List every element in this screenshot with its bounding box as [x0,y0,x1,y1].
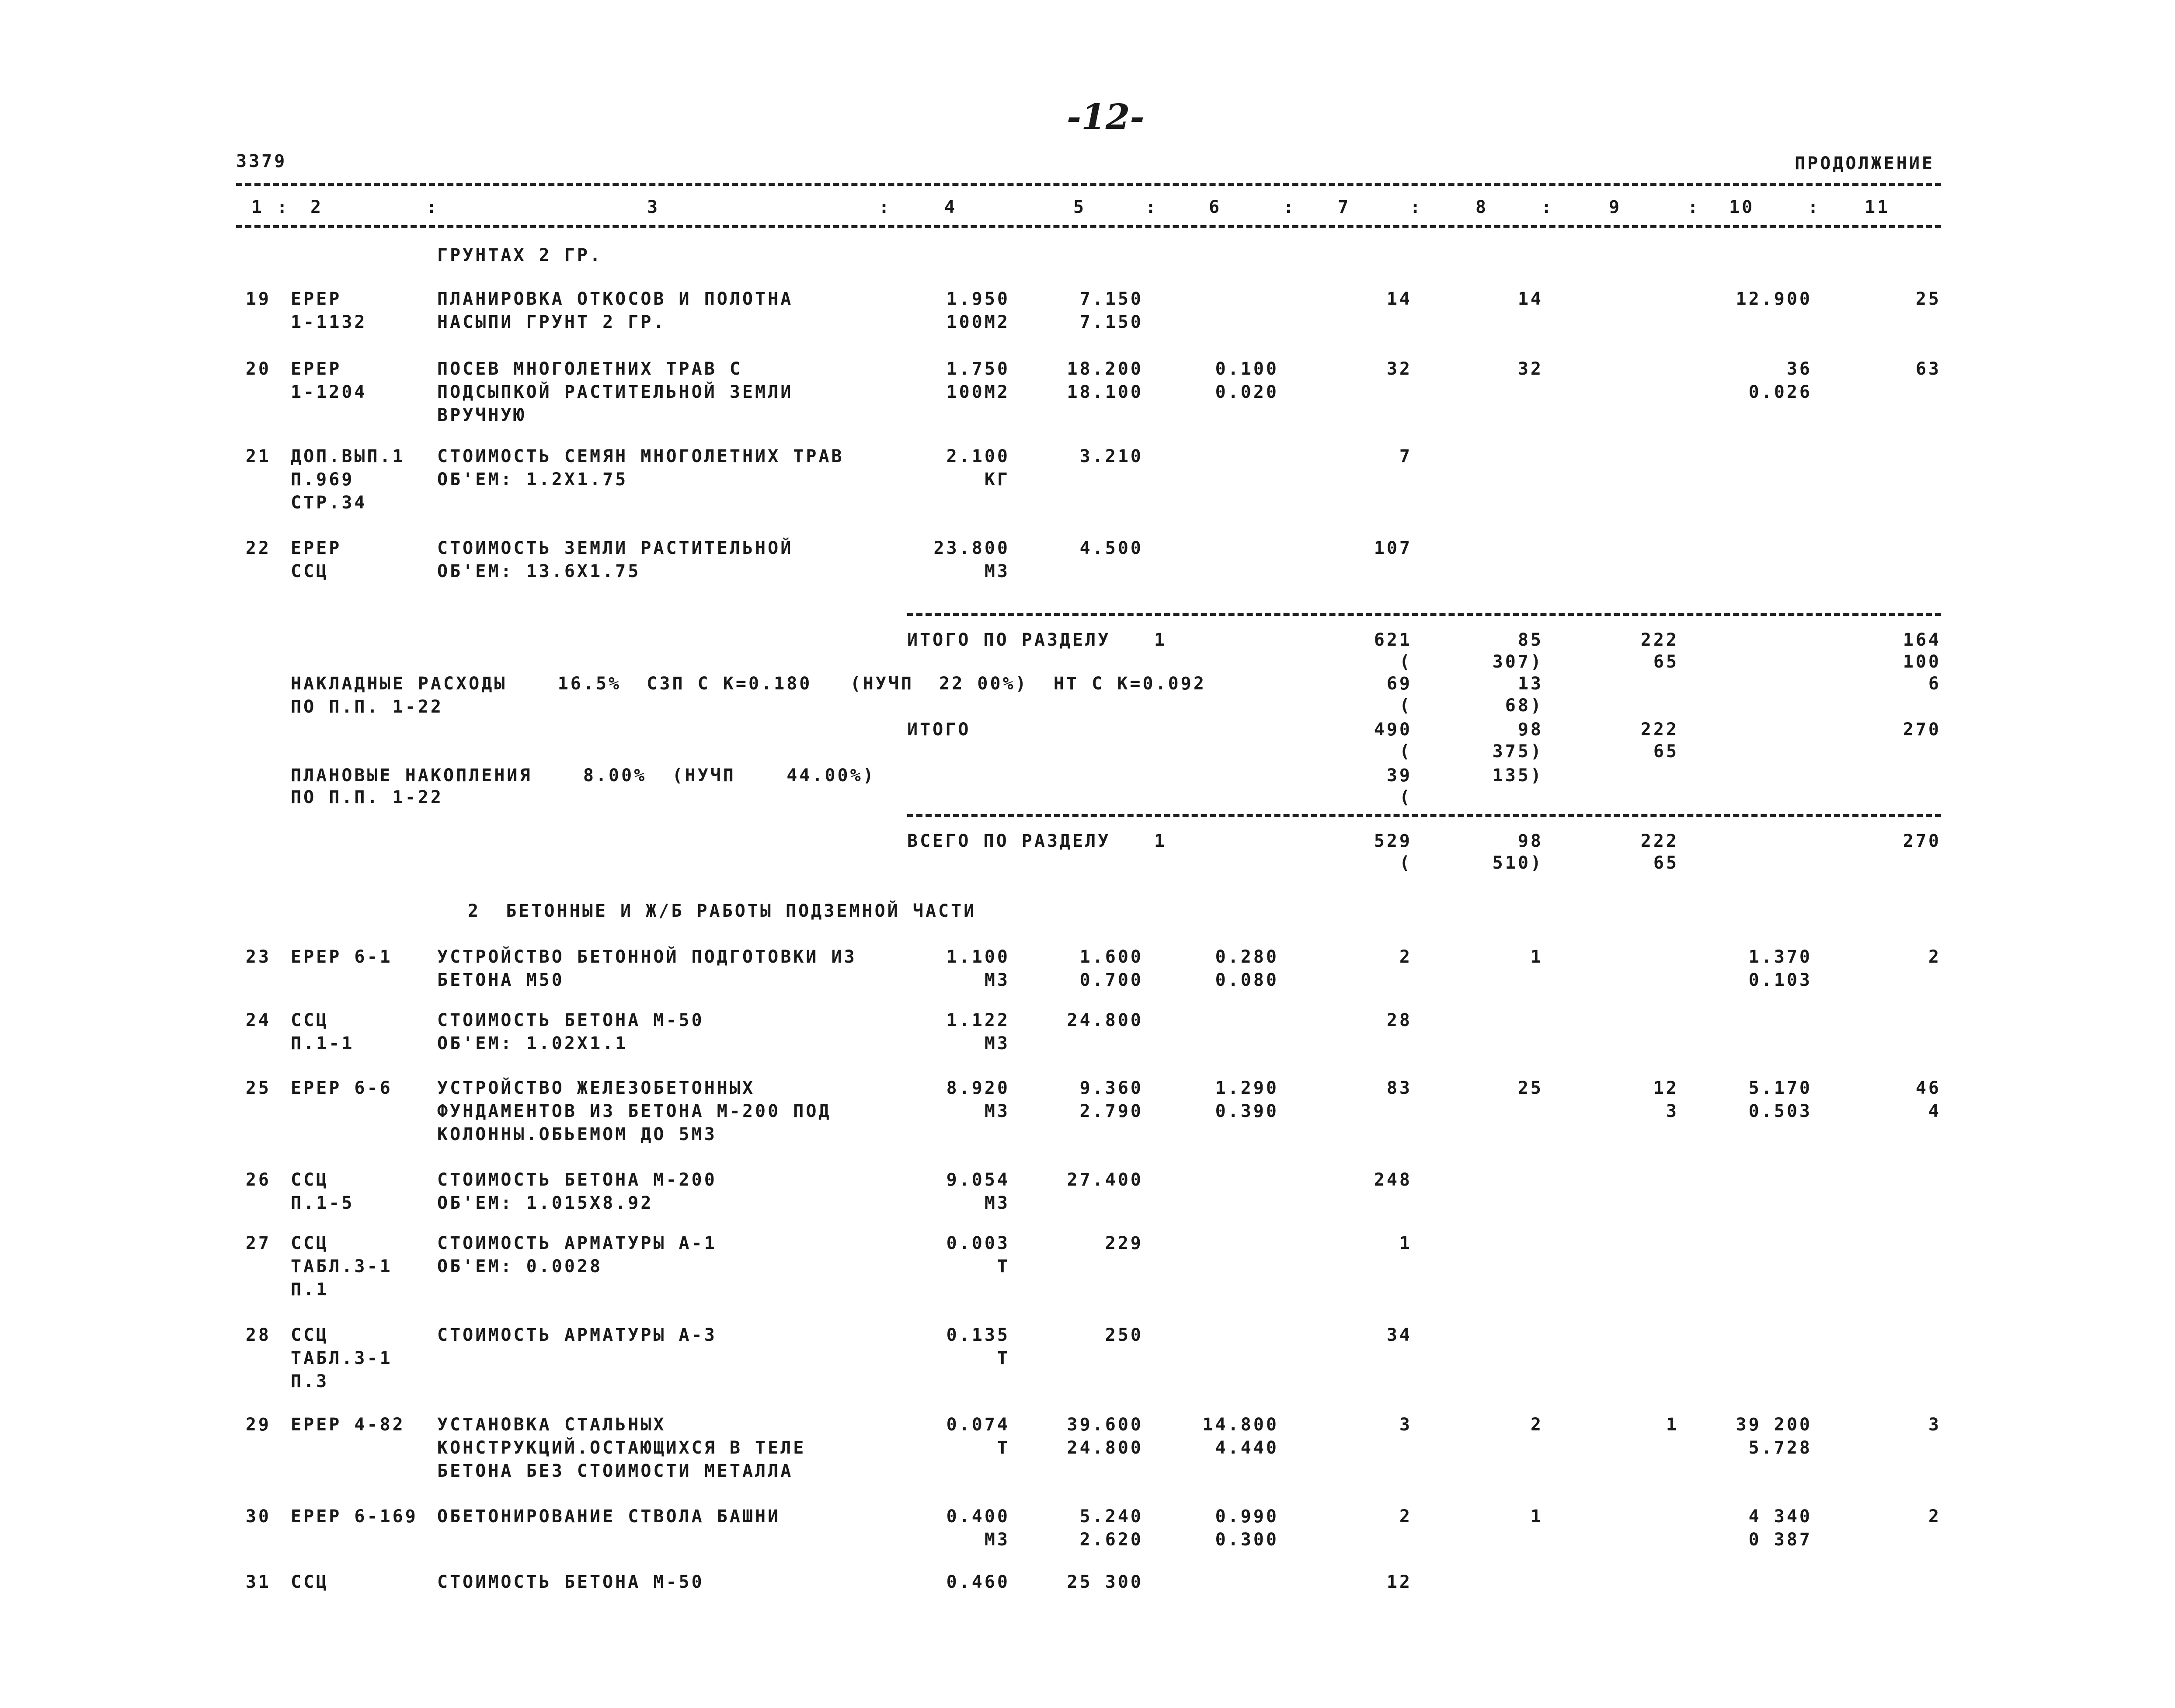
row-c4: 8.920 [946,1078,1010,1098]
row-c4: КГ [984,470,1010,490]
row-number: 21 [245,446,271,466]
row-code: ССЦ [291,561,329,581]
row-c5: 9.360 [1079,1078,1143,1098]
row-code: ССЦ [291,1010,329,1030]
row-c5: 2.620 [1079,1530,1143,1550]
row-number: 27 [245,1233,271,1253]
row-description: ПОДСЫПКОЙ РАСТИТЕЛЬНОЙ ЗЕМЛИ [437,382,793,402]
row-c10: 5.170 [1748,1078,1812,1098]
row-c6: 1.290 [1215,1078,1279,1098]
row-c6: 0.280 [1215,947,1279,967]
row-c10: 4 340 [1748,1506,1812,1527]
row-description: ОБ'ЕМ: 1.2X1.75 [437,470,628,490]
row-c7: 28 [1386,1010,1412,1030]
summary-c7: 529 [1374,831,1412,851]
column-number: 8 [1476,197,1489,217]
row-c8: 2 [1530,1415,1543,1435]
row-c11: 4 [1928,1101,1941,1121]
summary-c9: 65 [1653,853,1679,873]
row-c11: 25 [1915,289,1941,309]
row-c5: 7.150 [1079,289,1143,309]
row-c4: Т [997,1348,1010,1368]
column-number: 3 [647,197,660,217]
column-number: 9 [1609,197,1622,217]
row-code: П.1 [291,1280,329,1300]
summary-top-rule [907,613,1941,616]
row-description: СТОИМОСТЬ АРМАТУРЫ А-1 [437,1233,717,1253]
row-description: КОНСТРУКЦИЙ.ОСТАЮЩИХСЯ В ТЕЛЕ [437,1438,806,1458]
row-code: 1-1132 [291,312,367,332]
row-number: 23 [245,947,271,967]
row-c9: 12 [1653,1078,1679,1098]
row-c4: 23.800 [933,538,1010,558]
row-number: 24 [245,1010,271,1030]
row-c6: 0.390 [1215,1101,1279,1121]
summary-c8: 98 [1517,720,1543,740]
row-code: ССЦ [291,1233,329,1253]
row-c5: 229 [1105,1233,1143,1253]
summary-c7: ( [1399,652,1412,672]
row-c11: 2 [1928,1506,1941,1527]
grand-total-section-number: 1 [1154,831,1167,851]
row-code: П.3 [291,1371,329,1391]
row-c5: 24.800 [1067,1010,1143,1030]
row-c7: 83 [1386,1078,1412,1098]
section-title: 2 БЕТОННЫЕ И Ж/Б РАБОТЫ ПОДЗЕМНОЙ ЧАСТИ [468,901,977,921]
summary-c8: 510) [1492,853,1543,873]
row-c6: 0.300 [1215,1530,1279,1550]
row-c6: 0.020 [1215,382,1279,402]
row-c5: 24.800 [1067,1438,1143,1458]
column-number: : [1541,197,1554,217]
row-number: 19 [245,289,271,309]
row-code: ССЦ [291,1325,329,1345]
column-number: 6 [1209,197,1222,217]
overhead-costs-line: НАКЛАДНЫЕ РАСХОДЫ 16.5% СЗП С К=0.180 (НУЧП 22 00%) НТ С К=0.092 [291,674,1206,694]
summary-c7: ( [1399,741,1412,762]
row-c10: 5.728 [1748,1438,1812,1458]
row-c4: 0.460 [946,1572,1010,1592]
summary-c11: 270 [1903,831,1941,851]
row-c8: 32 [1517,359,1543,379]
row-c4: 2.100 [946,446,1010,466]
row-c5: 250 [1105,1325,1143,1345]
row-c4: М3 [984,1530,1010,1550]
row-c4: 1.750 [946,359,1010,379]
row-c7: 2 [1399,1506,1412,1527]
column-number: : [1283,197,1296,217]
column-number: 11 [1865,197,1890,217]
row-description: СТОИМОСТЬ БЕТОНА М-50 [437,1572,704,1592]
row-c6: 4.440 [1215,1438,1279,1458]
summary-c7: ( [1399,787,1412,807]
row-number: 28 [245,1325,271,1345]
row-c9: 3 [1666,1101,1679,1121]
row-description: НАСЫПИ ГРУНТ 2 ГР. [437,312,666,332]
row-code: СТР.34 [291,493,367,513]
row-c10: 0.503 [1748,1101,1812,1121]
row-code: ЕРЕР 6-169 [291,1506,418,1527]
row-code: ЕРЕР [291,538,342,558]
row-description: ОБ'ЕМ: 1.015X8.92 [437,1193,654,1213]
row-code: ЕРЕР 6-1 [291,947,393,967]
row-number: 20 [245,359,271,379]
column-number: 5 [1073,197,1086,217]
row-c4: 100М2 [946,382,1010,402]
row-c8: 25 [1517,1078,1543,1098]
row-c11: 2 [1928,947,1941,967]
summary-c11: 270 [1903,720,1941,740]
column-number: 2 [310,197,324,217]
row-c4: 1.122 [946,1010,1010,1030]
row-c5: 18.200 [1067,359,1143,379]
row-c11: 3 [1928,1415,1941,1435]
row-c4: 0.074 [946,1415,1010,1435]
row-description: ПОСЕВ МНОГОЛЕТНИХ ТРАВ С [437,359,742,379]
summary-c9: 65 [1653,741,1679,762]
row-c11: 46 [1915,1078,1941,1098]
row-c8: 14 [1517,289,1543,309]
row-c4: 100М2 [946,312,1010,332]
row-number: 29 [245,1415,271,1435]
row-c10: 0.026 [1748,382,1812,402]
row-number: 22 [245,538,271,558]
summary-c9: 222 [1640,831,1679,851]
grand-total-label: ВСЕГО ПО РАЗДЕЛУ [907,831,1111,851]
row-description: БЕТОНА М50 [437,970,564,990]
row-description: ОБ'ЕМ: 1.02X1.1 [437,1033,628,1054]
row-c7: 2 [1399,947,1412,967]
row-code: ЕРЕР 4-82 [291,1415,405,1435]
document-code: 3379 [236,151,287,171]
summary-bottom-rule [907,814,1941,817]
row-c4: Т [997,1438,1010,1458]
summary-c8: 135) [1492,765,1543,786]
row-c4: М3 [984,1033,1010,1054]
row-number: 30 [245,1506,271,1527]
row-description: СТОИМОСТЬ БЕТОНА М-50 [437,1010,704,1030]
column-number: : [879,197,892,217]
column-number: : [1410,197,1423,217]
row-number: 31 [245,1572,271,1592]
summary-c8: 85 [1517,630,1543,650]
row-c7: 7 [1399,446,1412,466]
row-code: ЕРЕР [291,289,342,309]
column-number: : [426,197,439,217]
row-description: БЕТОНА БЕЗ СТОИМОСТИ МЕТАЛЛА [437,1461,793,1481]
row-c7: 34 [1386,1325,1412,1345]
row-c5: 7.150 [1079,312,1143,332]
summary-c8: 375) [1492,741,1543,762]
row-c7: 107 [1374,538,1412,558]
summary-c8: 68) [1505,696,1543,716]
intro-line: ГРУНТАХ 2 ГР. [437,245,603,265]
column-number: 7 [1338,197,1351,217]
row-number: 26 [245,1170,271,1190]
row-c10: 1.370 [1748,947,1812,967]
column-number: : [1145,197,1159,217]
row-c10: 12.900 [1736,289,1812,309]
row-c8: 1 [1530,1506,1543,1527]
row-c4: 1.100 [946,947,1010,967]
row-c4: 9.054 [946,1170,1010,1190]
row-code: П.1-5 [291,1193,355,1213]
row-c5: 0.700 [1079,970,1143,990]
row-c5: 1.600 [1079,947,1143,967]
row-c11: 63 [1915,359,1941,379]
summary-c11: 6 [1928,674,1941,694]
summary-c7: 621 [1374,630,1412,650]
column-number: 4 [944,197,957,217]
summary-c11: 100 [1903,652,1941,672]
row-description: СТОИМОСТЬ АРМАТУРЫ А-3 [437,1325,717,1345]
page-number: -12- [1067,96,1145,137]
row-c4: М3 [984,1101,1010,1121]
row-description: УСТРОЙСТВО ЖЕЛЕЗОБЕТОННЫХ [437,1078,755,1098]
row-c7: 1 [1399,1233,1412,1253]
row-description: СТОИМОСТЬ СЕМЯН МНОГОЛЕТНИХ ТРАВ [437,446,844,466]
row-c10: 0 387 [1748,1530,1812,1550]
row-description: УСТАНОВКА СТАЛЬНЫХ [437,1415,666,1435]
row-c7: 32 [1386,359,1412,379]
row-code: ЕРЕР 6-6 [291,1078,393,1098]
row-code: ДОП.ВЫП.1 [291,446,405,466]
summary-c7: ( [1399,696,1412,716]
row-description: УСТРОЙСТВО БЕТОННОЙ ПОДГОТОВКИ ИЗ [437,947,857,967]
summary-c11: 164 [1903,630,1941,650]
total-label: ИТОГО [907,720,971,740]
row-description: ФУНДАМЕНТОВ ИЗ БЕТОНА М-200 ПОД [437,1101,832,1121]
summary-label: ИТОГО ПО РАЗДЕЛУ [907,630,1111,650]
summary-c8: 98 [1517,831,1543,851]
column-number: : [1688,197,1701,217]
row-c5: 25 300 [1067,1572,1143,1592]
row-c9: 1 [1666,1415,1679,1435]
row-code: 1-1204 [291,382,367,402]
summary-c7: 490 [1374,720,1412,740]
header-bottom-rule [236,225,1941,228]
row-c5: 39.600 [1067,1415,1143,1435]
row-c4: 0.135 [946,1325,1010,1345]
row-c4: М3 [984,561,1010,581]
row-c10: 36 [1786,359,1812,379]
row-number: 25 [245,1078,271,1098]
row-description: СТОИМОСТЬ ЗЕМЛИ РАСТИТЕЛЬНОЙ [437,538,793,558]
summary-c7: 39 [1386,765,1412,786]
summary-section-number: 1 [1154,630,1167,650]
row-c5: 27.400 [1067,1170,1143,1190]
row-code: ТАБЛ.3-1 [291,1256,393,1277]
row-description: ПЛАНИРОВКА ОТКОСОВ И ПОЛОТНА [437,289,793,309]
summary-c8: 13 [1517,674,1543,694]
row-c4: 0.400 [946,1506,1010,1527]
summary-c8: 307) [1492,652,1543,672]
row-c5: 4.500 [1079,538,1143,558]
row-c5: 5.240 [1079,1506,1143,1527]
row-description: ВРУЧНУЮ [437,405,526,425]
row-c5: 18.100 [1067,382,1143,402]
row-code: ЕРЕР [291,359,342,379]
row-description: СТОИМОСТЬ БЕТОНА М-200 [437,1170,717,1190]
row-c4: 0.003 [946,1233,1010,1253]
row-c10: 0.103 [1748,970,1812,990]
row-c4: М3 [984,970,1010,990]
row-code: ТАБЛ.3-1 [291,1348,393,1368]
planned-savings-ref: ПО П.П. 1-22 [291,787,443,807]
column-number: : [1808,197,1821,217]
row-description: ОБЕТОНИРОВАНИЕ СТВОЛА БАШНИ [437,1506,781,1527]
summary-c9: 65 [1653,652,1679,672]
row-c7: 14 [1386,289,1412,309]
row-c8: 1 [1530,947,1543,967]
row-c7: 3 [1399,1415,1412,1435]
column-number: 10 [1729,197,1755,217]
row-description: ОБ'ЕМ: 13.6X1.75 [437,561,641,581]
row-c4: М3 [984,1193,1010,1213]
planned-savings-line: ПЛАНОВЫЕ НАКОПЛЕНИЯ 8.00% (НУЧП 44.00%) [291,765,876,786]
row-code: ССЦ [291,1170,329,1190]
row-c7: 248 [1374,1170,1412,1190]
row-c10: 39 200 [1736,1415,1812,1435]
row-c5: 3.210 [1079,446,1143,466]
summary-c7: 69 [1386,674,1412,694]
row-description: КОЛОННЫ.ОБЬЕМОМ ДО 5М3 [437,1124,717,1144]
header-top-rule [236,183,1941,186]
row-code: П.1-1 [291,1033,355,1054]
column-number: 1 : [251,197,290,217]
row-c4: 1.950 [946,289,1010,309]
row-code: П.969 [291,470,355,490]
row-c6: 0.990 [1215,1506,1279,1527]
row-c6: 0.100 [1215,359,1279,379]
row-code: ССЦ [291,1572,329,1592]
row-description: ОБ'ЕМ: 0.0028 [437,1256,603,1277]
overhead-costs-ref: ПО П.П. 1-22 [291,697,443,717]
summary-c7: ( [1399,853,1412,873]
row-c7: 12 [1386,1572,1412,1592]
row-c5: 2.790 [1079,1101,1143,1121]
summary-c9: 222 [1640,720,1679,740]
continuation-label: ПРОДОЛЖЕНИЕ [1795,153,1935,174]
row-c6: 0.080 [1215,970,1279,990]
summary-c9: 222 [1640,630,1679,650]
row-c4: Т [997,1256,1010,1277]
row-c6: 14.800 [1202,1415,1279,1435]
